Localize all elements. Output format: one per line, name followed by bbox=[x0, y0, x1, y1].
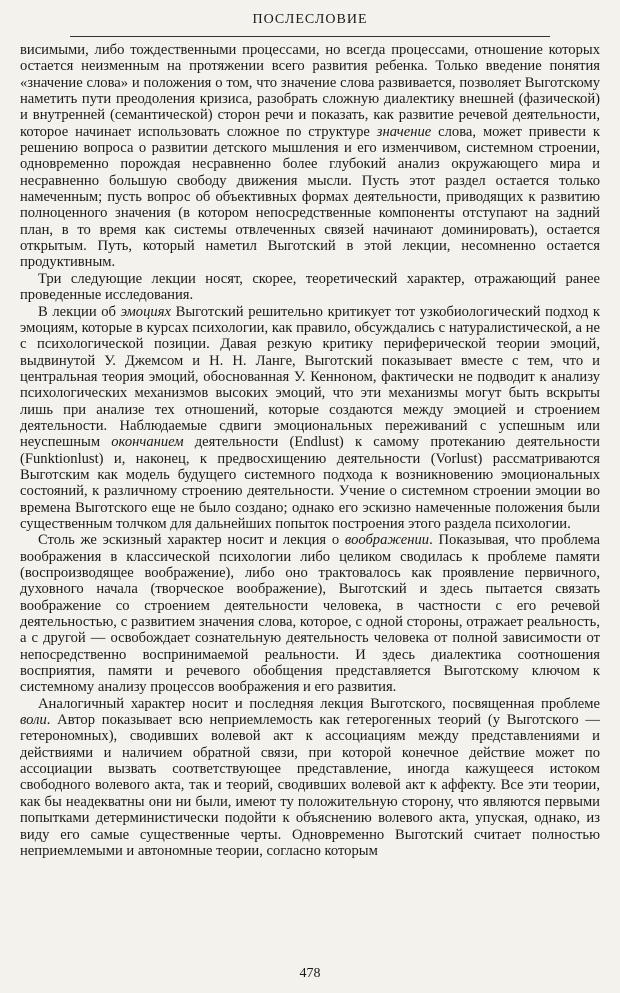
text-run: Выготский решительно критикует тот узкобиологический подход к эмоциям, которые в курсах психологии, как правило, обсуждались с натуралистической, а не с психологической позиции. Давая резкую критику периферической теории эмоций, выдвинутой У. Джемсом и Н. Н. Ланге, Выготский показывает вместе с тем, что и центральная теория эмоций, обоснованная У. Кенноном, фактически не подводит к анализу психологических механизмов высоких эмоций, что эти механизмы могут быть вскрыты лишь при анализе тех отношений, которые создаются между эмоцией и строением деятельности. Наблюдаемые сдвиги эмоциональных переживаний с успешным или неуспешным bbox=[20, 303, 600, 451]
text-run: . Показывая, что проблема воображения в классической психологии либо целиком сводилась к проблеме памяти (воспроизводящее воображение), либо оно трактовалось как проявление первичного, духовного начала (творческое воображение), Выготский и здесь пытается связать воображение со строением деятельности человека, в частности с его речевой деятельностью, с развитием значения слова, которое, с одной стороны, отражает реальность, а с другой — освобождает сознательную деятельность человека от полной зависимости от непосредственно воспринимаемой реальности. И здесь диалектика соотношения восприятия, памяти и речевого обобщения представляется Выготскому ключом к системному анализу процессов воображения и его развития. bbox=[20, 532, 600, 696]
emphasized-term: окончанием bbox=[111, 434, 184, 451]
text-run: деятельности (Endlust) к самому протеканию деятельности (Funktionlust) и, наконец, к предвосхищению деятельности (Vorlust) рассматриваются Выготским как модель будущего системного подхода к возникновению эмоциональных состояний, к различному строению деятельности. Учение о системном строении эмоции во времена Выготского еще не было создано; однако его эскизно намеченные положения были существенным толчком для дальнейших попыток построения этого раздела психологии. bbox=[20, 434, 600, 532]
paragraph bbox=[20, 532, 600, 695]
text-run: Столь же эскизный характер носит и лекция о bbox=[38, 532, 345, 549]
text-run: висимыми, либо тождественными процессами, но всегда процессами, отношение которых остается неизменным на протяжении всего развития ребенка. Только введение понятия «значение слова» и положения о том, что значение слова развивается, позволяет Выготскому наметить пути преодоления кризиса, разобрать сложную диалектику внешней (фазической) и внутренней (семантической) сторон речи и показать, как развитие речевой деятельности, которое начинает использовать сложное по структуре bbox=[20, 42, 600, 140]
emphasized-term: значение bbox=[376, 123, 432, 140]
paragraph bbox=[20, 696, 600, 859]
paragraph bbox=[20, 304, 600, 533]
text-body bbox=[20, 42, 600, 859]
text-run: Три следующие лекции носят, скорее, теоретический характер, отражающий ранее проведенные исследования. bbox=[20, 270, 600, 304]
text-run: . Автор показывает всю неприемлемость как гетерогенных теорий (у Выготского — гетерономных), сводивших волевой акт к ассоциациям между представлениями и действиями и наличием обратной связи, при которой конечное действие может по ассоциации вызвать соответствующее представление, иногда кажущееся истоком свободного волевого акта, так и теорий, сводивших волевой акт к аффекту. Все эти теории, как бы неадекватны они ни были, имеют ту положительную сторону, что являются первыми попытками детерминистически подойти к объяснению волевого акта, упуская, однако, из виду его самые существенные черты. Одновременно Выготский считает полностью неприемлемыми и автономные теории, согласно которым bbox=[20, 712, 600, 859]
emphasized-term: воображении bbox=[344, 532, 430, 549]
text-run: слова, может привести к решению вопроса о развитии детского мышления и его изменчивом, системном строении, одновременно порождая несравненно более глубокий анализ окружающего мира и несравненно большую свободу движения мысли. Пусть этот раздел остается только намеченным; пусть вопрос об объективных формах деятельности, приводящих к развитию полноценного значения (в котором непосредственные компоненты отступают на задний план, в то время как системы отвлеченных связей начинают доминировать), остается открытым. Путь, который наметил Выготский в этой лекции, несомненно остается продуктивным. bbox=[20, 123, 600, 271]
header-rule bbox=[70, 36, 550, 37]
emphasized-term: воли bbox=[20, 712, 47, 729]
paragraph bbox=[20, 42, 600, 271]
running-header: ПОСЛЕСЛОВИЕ bbox=[252, 12, 368, 27]
paragraph bbox=[20, 271, 600, 304]
emphasized-term: эмоциях bbox=[120, 303, 171, 320]
text-run: В лекции об bbox=[38, 303, 121, 320]
text-run: Аналогичный характер носит и последняя лекция Выготского, посвященная проблеме bbox=[38, 695, 600, 712]
page-number: 478 bbox=[299, 966, 321, 981]
